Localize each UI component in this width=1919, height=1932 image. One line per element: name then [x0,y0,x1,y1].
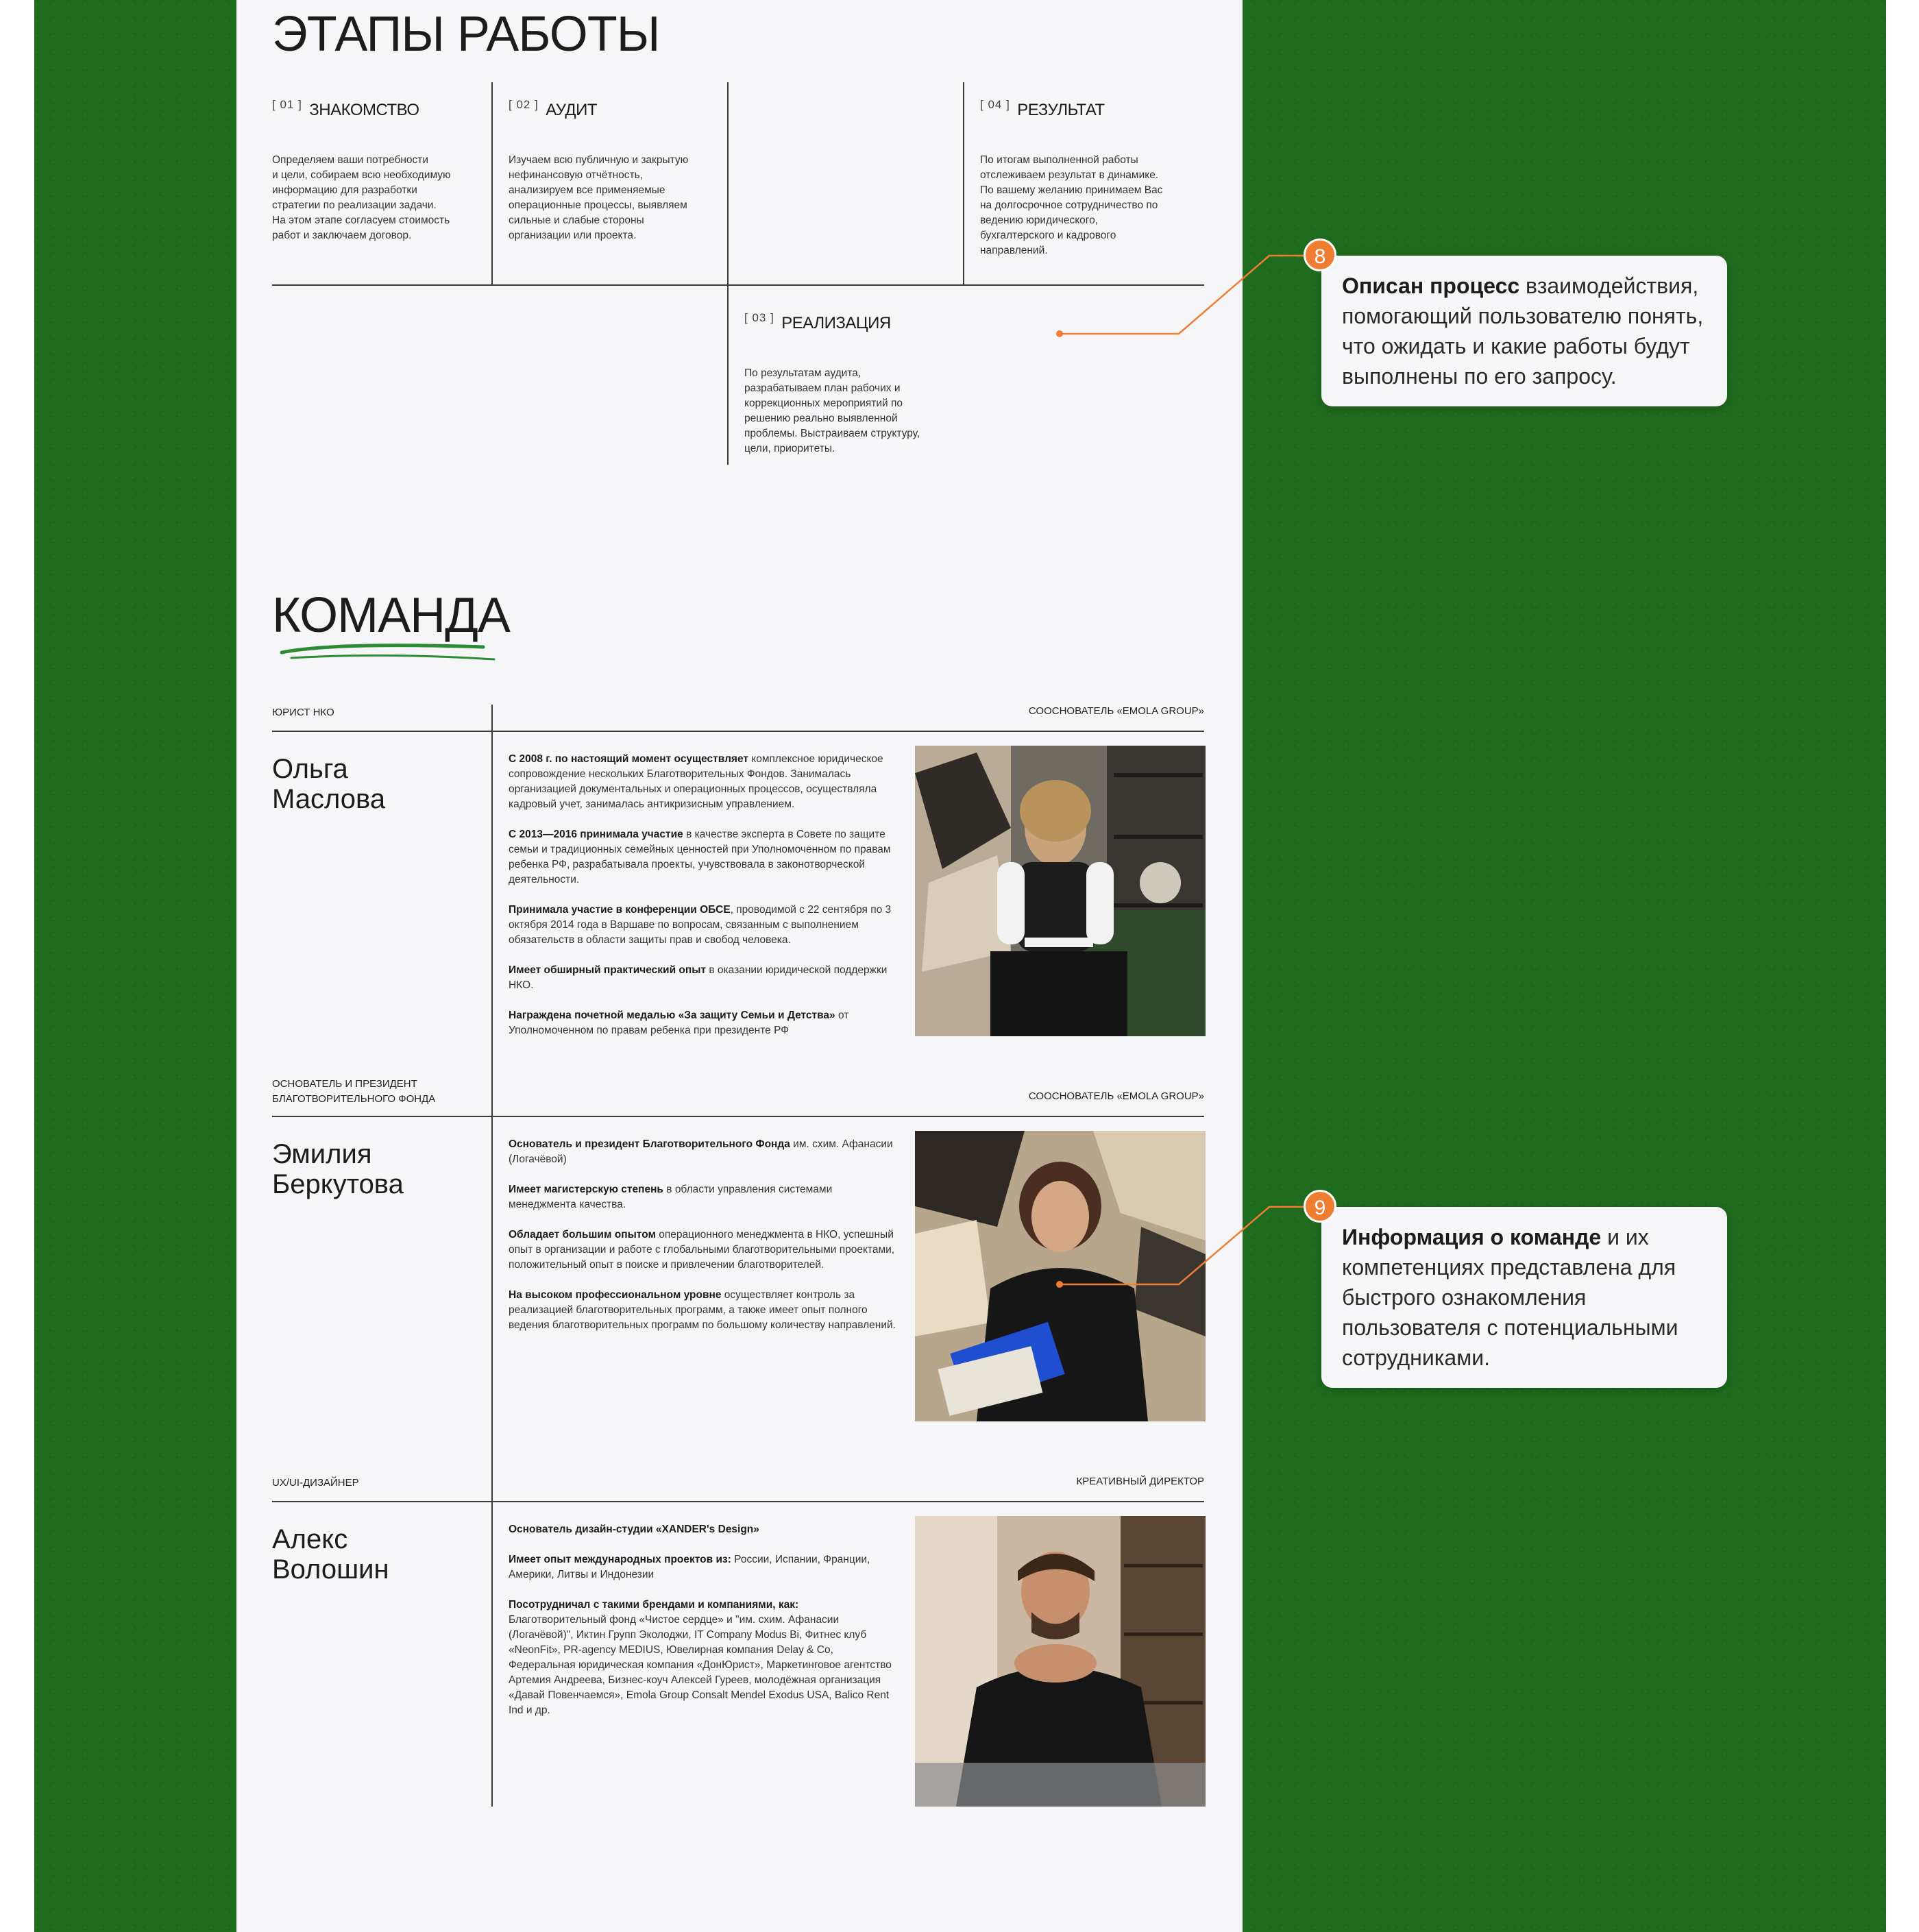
step-number: [ 02 ] [509,98,539,111]
step-01-text: Определяем ваши потребности и цели, собираем всю необходимую информацию для разработки стратегии по реализации задачи. На этом этапе согласуем стоимость работ и заключаем договор. [272,154,451,241]
step-02-text: Изучаем всю публичную и закрытую нефинансовую отчётность, анализируем все применяемые операционные процессы, выявляем сильные и слабые стороны организации или проекта. [509,154,689,241]
annotation-badge-8: 8 [1304,239,1336,271]
bio-paragraph: Посотрудничал с такими брендами и компаниями, как: Благотворительный фонд «Чистое сердце» и "им. схим. Афанасии (Логачёвой)", Иктин Групп Эколоджи, IT Company Modus Bi, Фитнес клуб «NeonFit», PR-agency MEDIUS, Ювелирная компания Delay & Co, Федеральная юридическая компания «ДонЮрист», Маркетинговое агентство Артемия Андреева, Бизнес-коуч Алексей Гуреев, молодёжная организация «Давай Повенчаемся», Emola Group Consalt Mendel Exodus USA, Balico Rent Ind и др. [509,1599,892,1716]
member-role-right: СООСНОВАТЕЛЬ «EMOLA GROUP» [1028,1090,1204,1102]
bio-paragraph: Имеет обширный практический опыт в оказании юридической поддержки НКО. [509,964,888,991]
annotation-9 [1321,1207,1727,1388]
bio-paragraph: Награждена почетной медалью «За защиту Семьи и Детства» от Уполномоченном по правам ребенка при президенте РФ [509,1010,849,1036]
bio-paragraph: Имеет опыт международных проектов из: России, Испании, Франции, Америки, Литвы и Индонезии [509,1554,870,1580]
member-role-right: СООСНОВАТЕЛЬ «EMOLA GROUP» [1028,705,1204,717]
step-number: [ 03 ] [744,311,774,324]
bio-paragraph: Принимала участие в конференции ОБСЕ, проводимой с 22 сентября по 3 октября 2014 года в Варшаве по вопросам, связанным с выполнением обязательств в области защиты прав и свобод человека. [509,904,892,946]
bio-paragraph: Обладает большим опытом операционного менеджмента в НКО, успешный опыт в организации и работе с глобальными благотворительными проектами, положительный опыт в поиске и привлечении благотворителей. [509,1229,895,1271]
annotation-badge-9: 9 [1304,1190,1336,1223]
team-title: КОМАНДА [272,588,510,643]
member-role-left: ОСНОВАТЕЛЬ И ПРЕЗИДЕНТ БЛАГОТВОРИТЕЛЬНОГО ФОНДА [272,1078,436,1105]
bio-paragraph: Имеет магистерскую степень в области управления системами менеджмента качества. [509,1184,833,1210]
step-title: РЕЗУЛЬТАТ [1017,101,1105,119]
member-role-right: КРЕАТИВНЫЙ ДИРЕКТОР [1076,1476,1204,1487]
annotation-8 [1321,256,1727,406]
bio-paragraph: Основатель и президент Благотворительного Фонда им. схим. Афанасии (Логачёвой) [509,1138,893,1165]
step-03-text: По результатам аудита, разрабатываем план рабочих и коррекционных мероприятий по решению реально выявленной проблемы. Выстраиваем структуру, цели, приоритеты. [744,367,920,454]
step-title: ЗНАКОМСТВО [309,101,419,119]
member-name: Эмилия Беркутова [272,1139,404,1199]
step-number: [ 01 ] [272,98,302,111]
member-name: Алекс Волошин [272,1524,389,1585]
member-name: Ольга Маслова [272,754,386,814]
annotation-bold: Описан процесс [1342,273,1520,298]
step-number: [ 04 ] [980,98,1010,111]
step-title: РЕАЛИЗАЦИЯ [781,314,891,332]
annotation-text: и их компетенциях представлена для быстрого ознакомления пользователя с потенциальными сотрудниками. [1342,1225,1678,1370]
stages-title: ЭТАПЫ РАБОТЫ [272,7,660,62]
annotation-bold: Информация о команде [1342,1225,1602,1249]
bio-paragraph: С 2008 г. по настоящий момент осуществляет комплексное юридическое сопровождение нескольких Благотворительных Фондов. Занималась организацией документальных и операционных процессов, осуществляла кадровый учет, занималась антикризисным управлением. [509,753,883,810]
member-role-left: UX/UI-ДИЗАЙНЕР [272,1477,359,1489]
annotation-text: взаимодействия, помогающий пользователю понять, что ожидать и какие работы будут выполнены по его запросу. [1342,273,1704,389]
bio-paragraph: С 2013—2016 принимала участие в качестве эксперта в Совете по защите семьи и традиционных семейных ценностей при Уполномоченном по правам ребенка РФ, разрабатывала проекты, учувствовала в законотворческой деятельности. [509,829,891,885]
bio-paragraph: На высоком профессиональном уровне осуществляет контроль за реализацией благотворительных программ, а также имеет опыт полного ведения благотворительных программ по большому количеству направлений. [509,1289,896,1331]
bio-paragraph: Основатель дизайн-студии «XANDER's Design» [509,1524,759,1535]
step-title: АУДИТ [546,101,598,119]
member-role-left: ЮРИСТ НКО [272,707,334,718]
step-04-text: По итогам выполненной работы отслеживаем результат в динамике. По вашему желанию принимаем Вас на долгосрочное сотрудничество по ведению юридического, бухгалтерского и кадрового направлений. [980,154,1163,256]
